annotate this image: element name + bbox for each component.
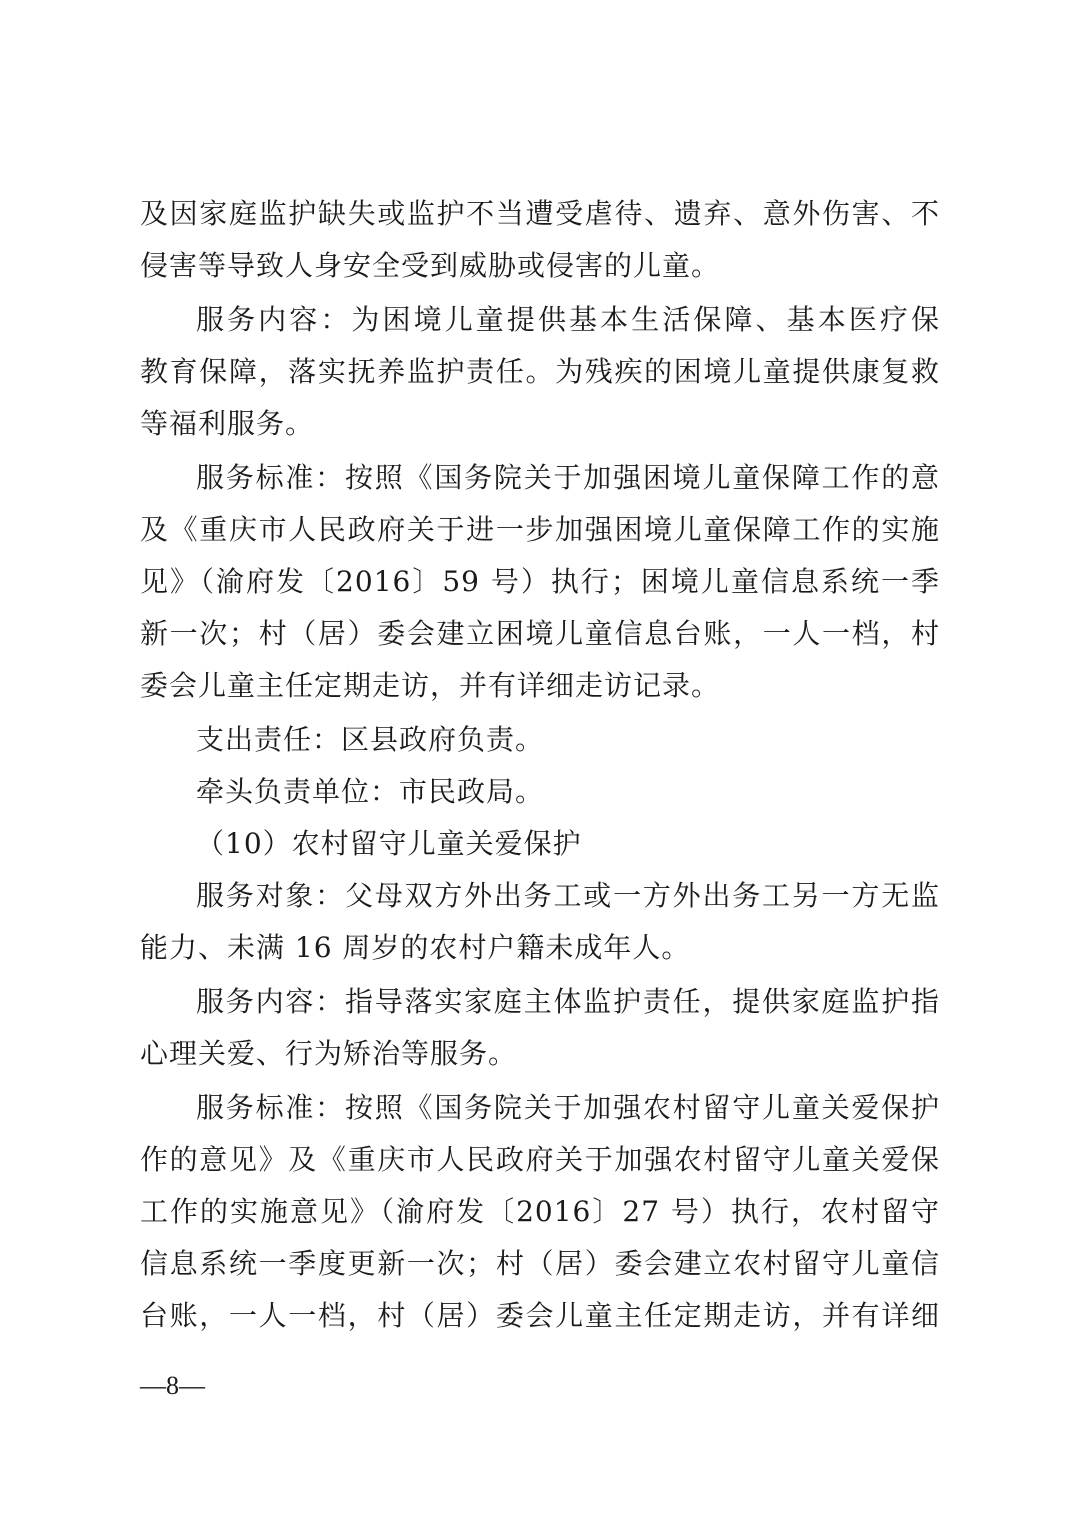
text-line: 委会儿童主任定期走访，并有详细走访记录。 — [140, 669, 721, 702]
text-line: 服务内容：指导落实家庭主体监护责任，提供家庭监护指 — [196, 985, 940, 1018]
text-line: 服务内容：为困境儿童提供基本生活保障、基本医疗保 — [196, 303, 940, 336]
page-number: —8— — [140, 1371, 205, 1400]
text-line: 台账，一人一档，村（居）委会儿童主任定期走访，并有详细 — [140, 1299, 940, 1332]
text-line: 等福利服务。 — [140, 407, 315, 440]
text-line: 服务对象：父母双方外出务工或一方外出务工另一方无监 — [196, 879, 940, 912]
text-line: 信息系统一季度更新一次；村（居）委会建立农村留守儿童信 — [140, 1247, 940, 1280]
text-line: 见》（渝府发〔2016〕59 号）执行；困境儿童信息系统一季 — [140, 565, 940, 598]
text-line: 教育保障，落实抚养监护责任。为残疾的困境儿童提供康复救 — [140, 355, 940, 388]
text-line: 能力、未满 16 周岁的农村户籍未成年人。 — [140, 931, 691, 964]
text-line: 侵害等导致人身安全受到威胁或侵害的儿童。 — [140, 249, 721, 282]
text-line: 服务标准：按照《国务院关于加强农村留守儿童关爱保护 — [196, 1091, 940, 1124]
text-line: 新一次；村（居）委会建立困境儿童信息台账，一人一档，村 — [140, 617, 940, 650]
text-line: 牵头负责单位：市民政局。 — [196, 775, 545, 808]
text-line: 及《重庆市人民政府关于进一步加强困境儿童保障工作的实施 — [140, 513, 940, 546]
section-heading: （10）农村留守儿童关爱保护 — [196, 827, 582, 860]
text-line: 服务标准：按照《国务院关于加强困境儿童保障工作的意 — [196, 461, 940, 494]
text-line: 及因家庭监护缺失或监护不当遭受虐待、遗弃、意外伤害、不 — [140, 197, 940, 230]
text-line: 心理关爱、行为矫治等服务。 — [140, 1037, 518, 1070]
text-line: 支出责任：区县政府负责。 — [196, 723, 545, 756]
text-line: 作的意见》及《重庆市人民政府关于加强农村留守儿童关爱保 — [140, 1143, 940, 1176]
text-line: 工作的实施意见》（渝府发〔2016〕27 号）执行，农村留守 — [140, 1195, 940, 1228]
